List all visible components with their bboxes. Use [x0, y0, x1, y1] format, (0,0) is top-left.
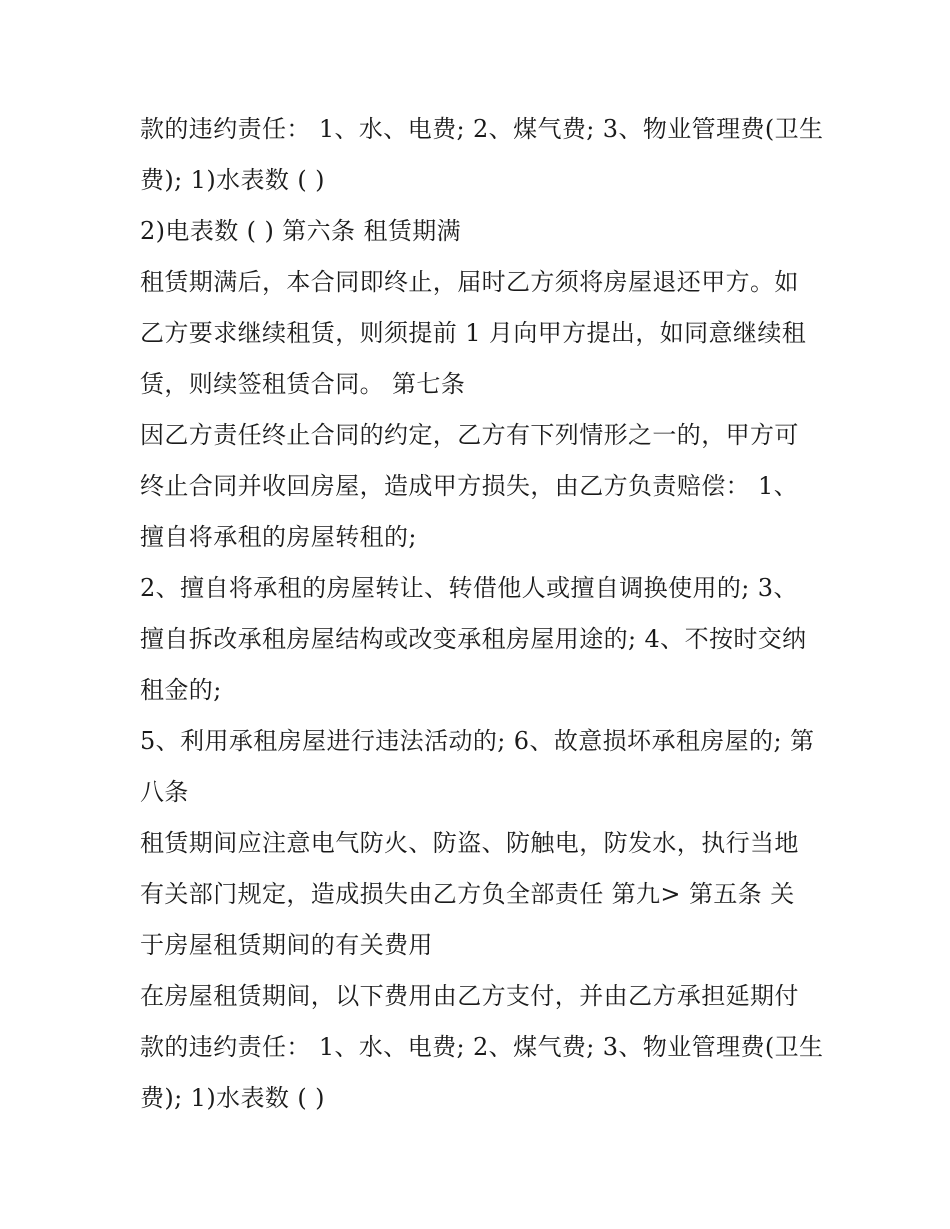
text-line: 5、利用承租房屋进行违法活动的; 6、故意损坏承租房屋的; 第 [140, 727, 815, 755]
text-line: 费); 1)水表数 ( ) [140, 1084, 325, 1112]
text-line: 2、擅自将承租的房屋转让、转借他人或擅自调换使用的; 3、 [140, 574, 798, 602]
document-body [140, 104, 824, 1124]
text-line: 租金的; [140, 676, 222, 704]
text-line: 终止合同并收回房屋，造成甲方损失，由乙方负责赔偿： 1、 [140, 472, 799, 500]
text-line: 款的违约责任： 1、水、电费; 2、煤气费; 3、物业管理费(卫生 [140, 1033, 824, 1061]
text-line: 赁，则续签租赁合同。 第七条 [140, 370, 466, 398]
text-line: 擅自拆改承租房屋结构或改变承租房屋用途的; 4、不按时交纳 [140, 625, 807, 653]
text-line: 款的违约责任： 1、水、电费; 2、煤气费; 3、物业管理费(卫生 [140, 115, 824, 143]
text-line: 乙方要求继续租赁，则须提前 1 月向甲方提出，如同意继续租 [140, 319, 807, 347]
text-line: 费); 1)水表数 ( ) [140, 166, 325, 194]
text-line: 租赁期间应注意电气防火、防盗、防触电，防发水，执行当地 [140, 829, 799, 857]
text-line: 在房屋租赁期间，以下费用由乙方支付，并由乙方承担延期付 [140, 982, 799, 1010]
text-line: 有关部门规定，造成损失由乙方负全部责任 第九> 第五条 关 [140, 880, 795, 908]
text-line: 租赁期满后，本合同即终止，届时乙方须将房屋退还甲方。如 [140, 268, 799, 296]
text-line: 八条 [140, 778, 189, 806]
text-line: 因乙方责任终止合同的约定，乙方有下列情形之一的，甲方可 [140, 421, 799, 449]
text-line: 于房屋租赁期间的有关费用 [140, 931, 433, 959]
text-line: 2)电表数 ( ) 第六条 租赁期满 [140, 217, 462, 245]
text-line: 擅自将承租的房屋转租的; [140, 523, 417, 551]
